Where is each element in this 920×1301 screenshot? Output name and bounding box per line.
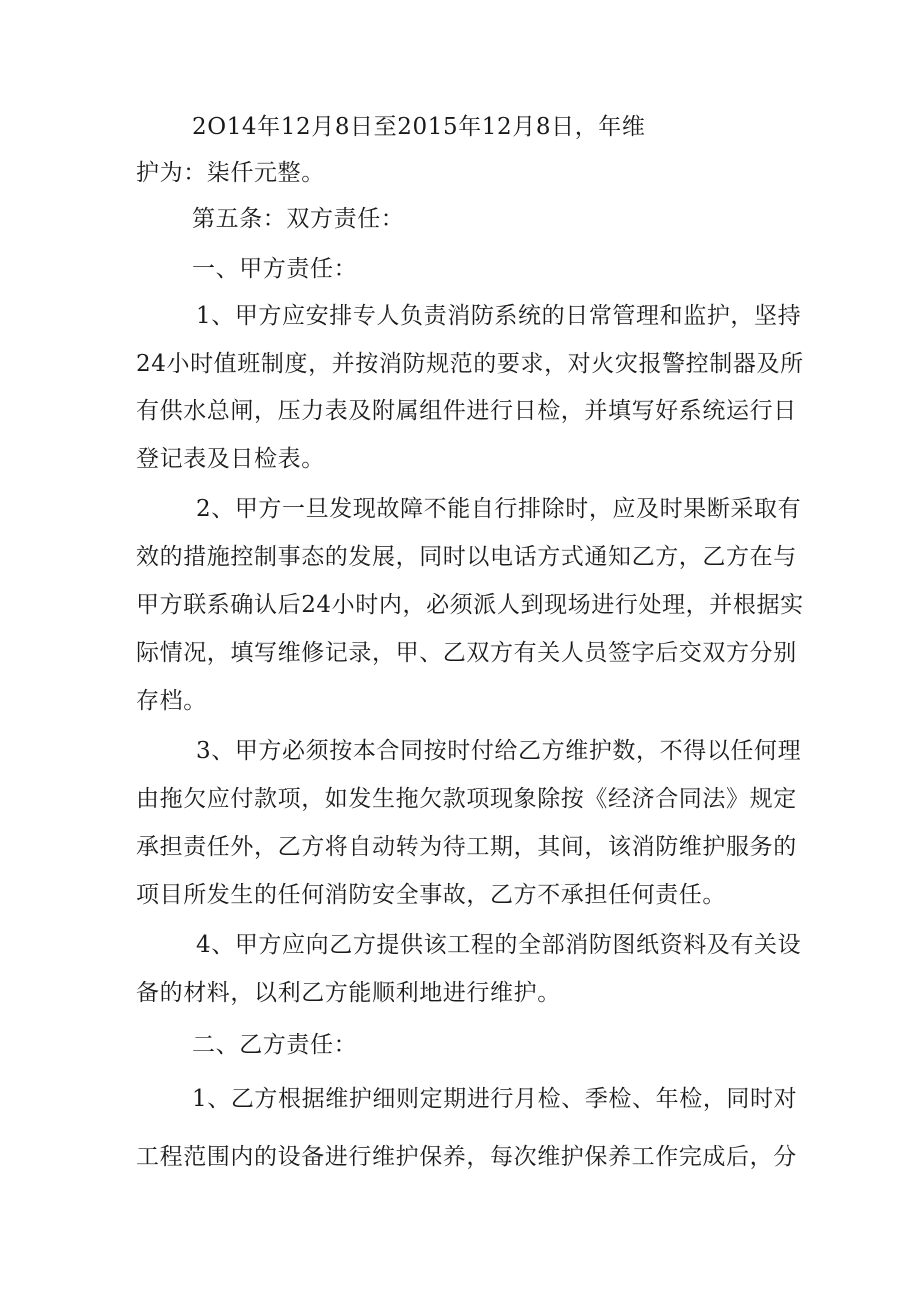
party-a-item-4-line-1: 4、甲方应向乙方提供该工程的全部消防图纸资料及有关设 [196,932,802,958]
party-a-item-3-line-1: 3、甲方必须按本合同按时付给乙方维护数，不得以任何理 [196,738,802,764]
party-b-item-1-line-2: 工程范围内的设备进行维护保养，每次维护保养工作完成后，分 [136,1144,797,1170]
party-a-item-1-line-4: 登记表及日检表。 [136,446,325,472]
maintenance-fee-line: 护为：柒仟元整。 [136,160,325,186]
party-a-item-2-line-3: 甲方联系确认后24小时内，必须派人到现场进行处理，并根据实 [136,592,804,618]
party-a-item-2-line-2: 效的措施控制事态的发展，同时以电话方式通知乙方，乙方在与 [136,544,797,570]
party-a-item-1-line-2: 24小时值班制度，并按消防规范的要求，对火灾报警控制器及所 [136,351,804,377]
party-a-item-3-line-2: 由拖欠应付款项，如发生拖欠款项现象除按《经济合同法》规定 [136,786,797,812]
party-a-item-2-line-1: 2、甲方一旦发现故障不能自行排除时，应及时果断采取有 [196,496,802,522]
party-a-item-2-line-5: 存档。 [136,688,207,714]
party-a-item-1-line-3: 有供水总闸，压力表及附属组件进行日检，并填写好系统运行日 [136,398,797,424]
party-b-heading: 二、乙方责任： [192,1032,358,1058]
date-range-line: 2O14年12月8日至2015年12月8日，年维 [192,114,646,140]
party-a-item-2-line-4: 际情况，填写维修记录，甲、乙双方有关人员签字后交双方分别 [136,640,797,666]
party-a-item-4-line-2: 备的材料，以利乙方能顺利地进行维护。 [136,980,561,1006]
party-a-heading: 一、甲方责任： [192,256,358,282]
party-a-item-3-line-4: 项目所发生的任何消防安全事故，乙方不承担任何责任。 [136,882,726,908]
party-a-item-1-line-1: 1、甲方应安排专人负责消防系统的日常管理和监护，坚持 [196,303,802,329]
party-b-item-1-line-1: 1、乙方根据维护细则定期进行月检、季检、年检，同时对 [192,1086,798,1112]
article-five-heading: 第五条：双方责任： [192,206,405,232]
party-a-item-3-line-3: 承担责任外，乙方将自动转为待工期，其间，该消防维护服务的 [136,834,797,860]
